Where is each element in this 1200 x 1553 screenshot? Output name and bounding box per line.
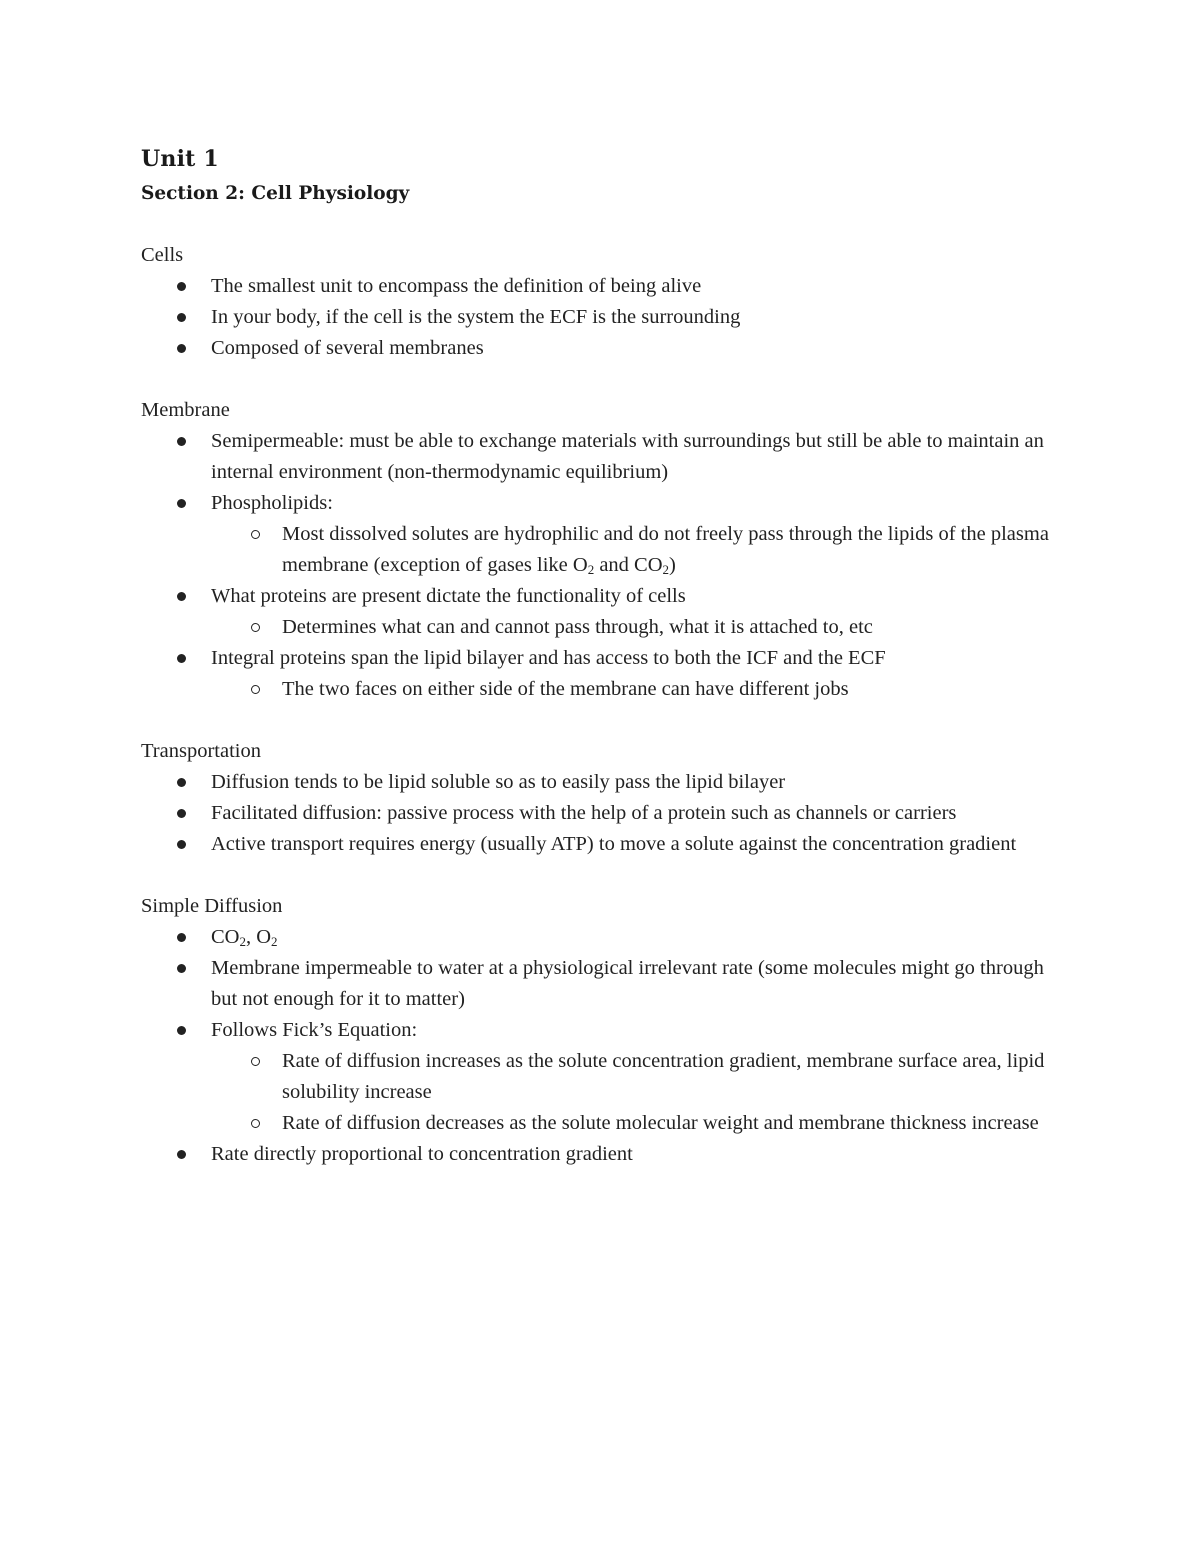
membrane-list [141, 426, 1071, 705]
bullet-icon [177, 313, 186, 322]
bullet-icon [177, 1150, 186, 1159]
bullet-icon [177, 282, 186, 291]
bullet-icon [177, 1026, 186, 1035]
list-item: Follows Fick’s Equation: Rate of diffusion increases as the solute concentration gradient, membrane surface area, lipid solubility increase Rate of diffusion decreases as the solute molecular weight and membrane thickness increase [141, 1015, 1071, 1139]
bullet-icon [177, 778, 186, 787]
bullet-icon [177, 592, 186, 601]
list-item: In your body, if the cell is the system the ECF is the surrounding [141, 302, 1071, 333]
cells-heading: Cells [141, 244, 184, 266]
simple-diffusion-section [141, 891, 1071, 1170]
list-item: Rate directly proportional to concentration gradient [141, 1139, 1071, 1170]
simple-diffusion-heading: Simple Diffusion [141, 895, 283, 917]
cells-section [141, 240, 1071, 364]
list-item: Integral proteins span the lipid bilayer and has access to both the ICF and the ECF The two faces on either side of the membrane can have different jobs [141, 643, 1071, 705]
list-item: The smallest unit to encompass the definition of being alive [141, 271, 1071, 302]
hollow-bullet-icon [251, 623, 260, 632]
bullet-icon [177, 654, 186, 663]
section-title: Section 2: Cell Physiology [141, 183, 410, 204]
list-item: Semipermeable: must be able to exchange materials with surroundings but still be able to maintain an internal environment (non-thermodynamic equilibrium) [141, 426, 1071, 488]
cells-list [141, 271, 1071, 364]
simple-diffusion-list [141, 922, 1071, 1170]
bullet-icon [177, 809, 186, 818]
transportation-heading: Transportation [141, 740, 261, 762]
transportation-list [141, 767, 1071, 860]
list-item: What proteins are present dictate the functionality of cells Determines what can and cannot pass through, what it is attached to, etc [141, 581, 1071, 643]
list-item: Composed of several membranes [141, 333, 1071, 364]
sublist-item: Determines what can and cannot pass through, what it is attached to, etc [211, 612, 1071, 643]
sublist-item: The two faces on either side of the membrane can have different jobs [211, 674, 1071, 705]
sublist-item: Most dissolved solutes are hydrophilic and do not freely pass through the lipids of the plasma membrane (exception of gases like $O_2$ and $CO_2$) [211, 519, 1071, 581]
bullet-icon [177, 437, 186, 446]
bullet-icon [177, 840, 186, 849]
sublist [211, 674, 1071, 705]
document-page [141, 140, 1071, 1170]
unit-title: Unit 1 [141, 146, 219, 172]
bullet-icon [177, 499, 186, 508]
list-item: Active transport requires energy (usually ATP) to move a solute against the concentration gradient [141, 829, 1071, 860]
hollow-bullet-icon [251, 1057, 260, 1066]
transportation-section [141, 736, 1071, 860]
sublist-item: Rate of diffusion increases as the solute concentration gradient, membrane surface area, lipid solubility increase [211, 1046, 1071, 1108]
sublist [211, 1046, 1071, 1139]
list-item: Membrane impermeable to water at a physiological irrelevant rate (some molecules might go through but not enough for it to matter) [141, 953, 1071, 1015]
hollow-bullet-icon [251, 685, 260, 694]
list-item: $CO_2$, $O_2$ [141, 922, 1071, 953]
membrane-heading: Membrane [141, 399, 230, 421]
bullet-icon [177, 933, 186, 942]
membrane-section [141, 395, 1071, 705]
hollow-bullet-icon [251, 1119, 260, 1128]
list-item: Diffusion tends to be lipid soluble so as to easily pass the lipid bilayer [141, 767, 1071, 798]
list-item: Facilitated diffusion: passive process with the help of a protein such as channels or carriers [141, 798, 1071, 829]
list-item: Phospholipids: Most dissolved solutes are hydrophilic and do not freely pass through the lipids of the plasma membrane (exception of gases like $O_2$ and $CO_2$) [141, 488, 1071, 581]
sublist [211, 612, 1071, 643]
hollow-bullet-icon [251, 530, 260, 539]
bullet-icon [177, 344, 186, 353]
sublist [211, 519, 1071, 581]
bullet-icon [177, 964, 186, 973]
sublist-item: Rate of diffusion decreases as the solute molecular weight and membrane thickness increase [211, 1108, 1071, 1139]
